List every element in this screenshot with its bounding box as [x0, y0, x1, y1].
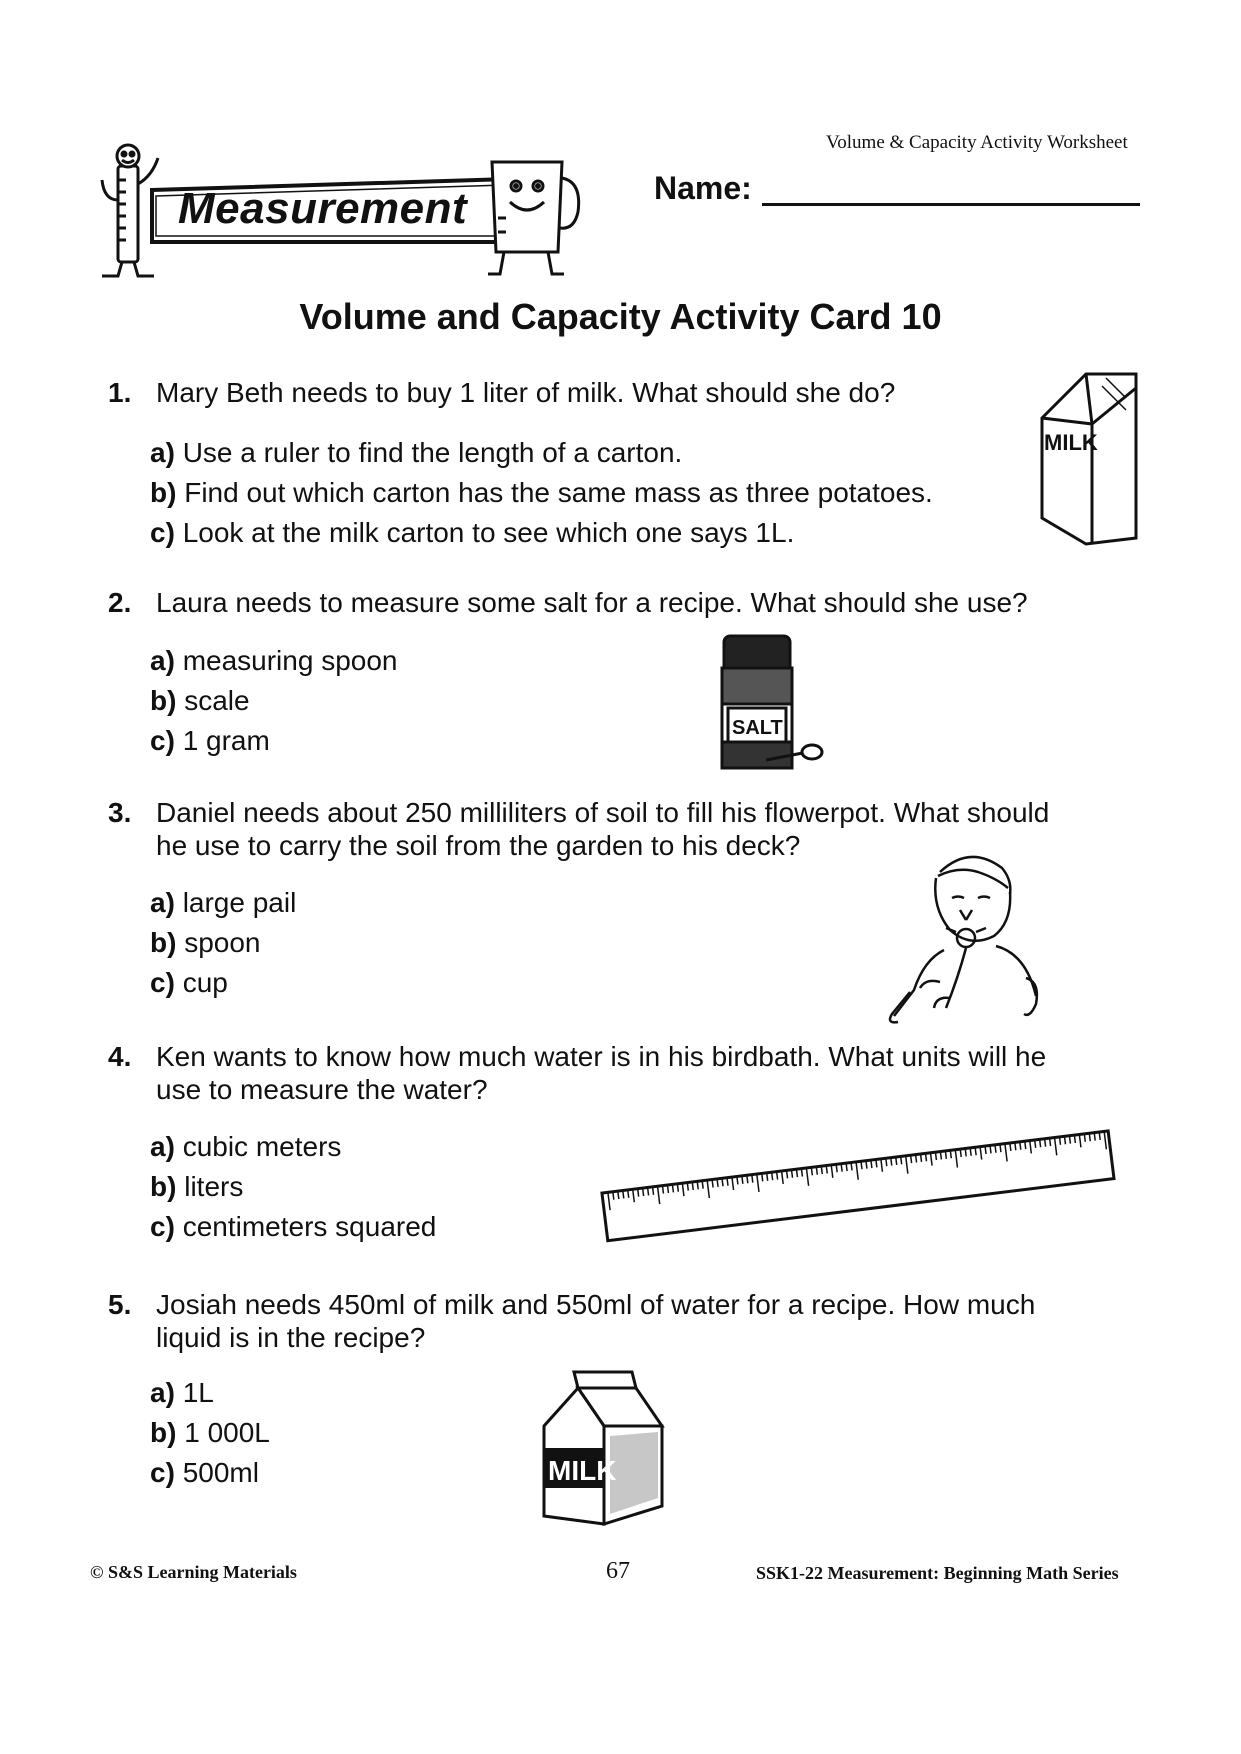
option-letter: a) [150, 1131, 175, 1162]
option-letter: a) [150, 437, 175, 468]
ruler-tick [677, 1184, 678, 1192]
ruler-tick [1000, 1144, 1001, 1152]
ruler-tick [861, 1161, 862, 1169]
worksheet-caption: Volume & Capacity Activity Worksheet [826, 132, 1128, 153]
ruler-tick [940, 1152, 941, 1160]
option-letter: a) [150, 887, 175, 918]
ruler-tick [1020, 1142, 1021, 1150]
question-number: 3. [108, 797, 132, 828]
ruler-tick [692, 1182, 693, 1190]
ruler-tick [672, 1184, 673, 1192]
ruler-tick [702, 1181, 703, 1189]
ruler-tick [866, 1161, 867, 1169]
ruler-tick [752, 1175, 753, 1183]
ruler-tick [628, 1190, 629, 1198]
option-1c[interactable] [150, 516, 794, 549]
ruler-tick [727, 1178, 728, 1186]
ruler-tick [965, 1148, 966, 1156]
option-text: cup [182, 967, 228, 998]
option-text: spoon [184, 927, 261, 958]
ruler-tick [926, 1153, 927, 1161]
ruler-tick [742, 1176, 743, 1184]
question-text-line-2: liquid is in the recipe? [156, 1322, 426, 1353]
question-text-line-1: Josiah needs 450ml of milk and 550ml of water for a recipe. How much [156, 1289, 1036, 1320]
measuring-cup-mascot-icon [488, 162, 579, 274]
ruler-tick [876, 1159, 877, 1167]
page-number: 67 [606, 1558, 630, 1584]
option-5b[interactable] [150, 1416, 270, 1449]
ruler-tick [1094, 1133, 1095, 1141]
ruler-tick [772, 1172, 773, 1180]
option-2c[interactable] [150, 724, 270, 757]
ruler-tick [747, 1175, 748, 1183]
ruler-tick [623, 1191, 624, 1199]
ruler-tick [851, 1162, 852, 1170]
option-letter: b) [150, 477, 177, 508]
ruler-tick [990, 1145, 991, 1153]
ruler-tick [667, 1185, 668, 1193]
ruler-tick [811, 1167, 812, 1175]
option-letter: c) [150, 1457, 175, 1488]
option-2a[interactable] [150, 644, 398, 677]
ruler-mascot-icon [102, 145, 158, 276]
option-1a[interactable] [150, 436, 682, 469]
footer-series: SSK1-22 Measurement: Beginning Math Series [756, 1563, 1119, 1583]
ruler-tick [638, 1189, 639, 1197]
option-letter: b) [150, 1417, 177, 1448]
ruler-tick [777, 1172, 778, 1180]
ruler-tick [1045, 1139, 1046, 1147]
ruler-tick [1015, 1142, 1016, 1150]
option-letter: c) [150, 517, 175, 548]
milk-label: MILK [1044, 430, 1098, 455]
ruler-tick [916, 1155, 917, 1163]
ruler-tick [662, 1186, 663, 1194]
ruler-tick [935, 1152, 936, 1160]
option-5a[interactable] [150, 1376, 214, 1409]
option-text: measuring spoon [182, 645, 398, 676]
milk-box-label: MILK [548, 1455, 617, 1486]
option-letter: c) [150, 967, 175, 998]
ruler-tick [886, 1158, 887, 1166]
ruler-tick [697, 1181, 698, 1189]
ruler-tick [618, 1191, 619, 1199]
ruler-tick [871, 1160, 872, 1168]
ruler-tick [687, 1183, 688, 1191]
option-letter: b) [150, 1171, 177, 1202]
footer-copyright: © S&S Learning Materials [90, 1562, 297, 1582]
ruler-tick [901, 1156, 902, 1164]
option-text: Look at the milk carton to see which one says 1L. [182, 517, 795, 548]
question-number: 5. [108, 1289, 132, 1320]
ruler-tick [1069, 1136, 1070, 1144]
option-text: large pail [182, 887, 297, 918]
milk-carton-icon [1036, 368, 1142, 548]
question-number: 1. [108, 377, 132, 408]
ruler-tick [1060, 1137, 1061, 1145]
ruler-tick [960, 1149, 961, 1157]
ruler-tick [950, 1150, 951, 1158]
ruler-tick [975, 1147, 976, 1155]
ruler-tick [846, 1163, 847, 1171]
option-letter: c) [150, 1211, 175, 1242]
question-number: 4. [108, 1041, 132, 1072]
ruler-tick [816, 1167, 817, 1175]
ruler-tick [985, 1146, 986, 1154]
ruler-tick [762, 1173, 763, 1181]
ruler-tick [1050, 1138, 1051, 1146]
question-text-line-1: Daniel needs about 250 milliliters of soil to fill his flowerpot. What should [156, 797, 1050, 828]
ruler-tick [787, 1170, 788, 1178]
option-3b[interactable] [150, 926, 261, 959]
question-text-line-2: use to measure the water? [156, 1074, 488, 1105]
boy-smelling-flower-icon [880, 842, 1060, 1028]
ruler-tick [970, 1148, 971, 1156]
ruler-tick [896, 1157, 897, 1165]
option-text: 1 gram [182, 725, 270, 756]
ruler-tick [836, 1164, 837, 1172]
ruler-tick [613, 1192, 614, 1200]
ruler-tick [841, 1164, 842, 1172]
option-text: 1 000L [184, 1417, 270, 1448]
option-4b[interactable] [150, 1170, 243, 1203]
option-text: centimeters squared [182, 1211, 437, 1242]
ruler-tick [643, 1188, 644, 1196]
ruler-icon [596, 1110, 1116, 1246]
ruler-tick [1035, 1140, 1036, 1148]
option-text: scale [184, 685, 250, 716]
question-text-line-1: Ken wants to know how much water is in his birdbath. What units will he [156, 1041, 1047, 1072]
ruler-tick [648, 1187, 649, 1195]
option-4a[interactable] [150, 1130, 341, 1163]
ruler-tick [1084, 1134, 1085, 1142]
ruler-tick [1064, 1136, 1065, 1144]
option-letter: a) [150, 645, 175, 676]
option-letter: a) [150, 1377, 175, 1408]
option-3c[interactable] [150, 966, 228, 999]
question-number: 2. [108, 587, 132, 618]
ruler-tick [1099, 1132, 1100, 1140]
ruler-tick [1089, 1133, 1090, 1141]
option-letter: c) [150, 725, 175, 756]
ruler-tick [995, 1145, 996, 1153]
option-1b[interactable] [150, 476, 933, 509]
ruler-tick [717, 1179, 718, 1187]
option-5c[interactable] [150, 1456, 259, 1489]
ruler-tick [801, 1169, 802, 1177]
option-text: Use a ruler to find the length of a carton. [182, 437, 683, 468]
banner-title: Measurement [178, 184, 468, 233]
ruler-tick [911, 1155, 912, 1163]
ruler-tick [921, 1154, 922, 1162]
ruler-tick [1010, 1143, 1011, 1151]
name-input-line[interactable] [762, 203, 1140, 206]
question-text: Mary Beth needs to buy 1 liter of milk. What should she do? [156, 377, 896, 408]
milk-box-icon [538, 1366, 672, 1530]
ruler-tick [653, 1187, 654, 1195]
ruler-tick [722, 1178, 723, 1186]
option-text: liters [184, 1171, 244, 1202]
option-2b[interactable] [150, 684, 250, 717]
option-text: cubic meters [182, 1131, 342, 1162]
option-text: Find out which carton has the same mass as three potatoes. [184, 477, 933, 508]
card-title: Volume and Capacity Activity Card 10 [299, 296, 942, 337]
ruler-tick [792, 1170, 793, 1178]
option-letter: b) [150, 927, 177, 958]
ruler-tick [796, 1169, 797, 1177]
ruler-tick [767, 1173, 768, 1181]
ruler-tick [712, 1180, 713, 1188]
ruler-tick [826, 1166, 827, 1174]
option-3a[interactable] [150, 886, 296, 919]
ruler-tick [1074, 1135, 1075, 1143]
name-label: Name: [654, 170, 752, 206]
salt-shaker-icon [716, 632, 824, 782]
option-4c[interactable] [150, 1210, 436, 1243]
ruler-tick [737, 1176, 738, 1184]
question-text: Laura needs to measure some salt for a recipe. What should she use? [156, 587, 1028, 618]
option-text: 1L [182, 1377, 214, 1408]
option-letter: b) [150, 685, 177, 716]
salt-label: SALT [732, 717, 783, 739]
ruler-tick [891, 1158, 892, 1166]
ruler-tick [821, 1166, 822, 1174]
option-text: 500ml [182, 1457, 259, 1488]
ruler-tick [945, 1151, 946, 1159]
ruler-tick [1025, 1141, 1026, 1149]
ruler-tick [1040, 1139, 1041, 1147]
question-text-line-2: he use to carry the soil from the garden to his deck? [156, 830, 801, 861]
